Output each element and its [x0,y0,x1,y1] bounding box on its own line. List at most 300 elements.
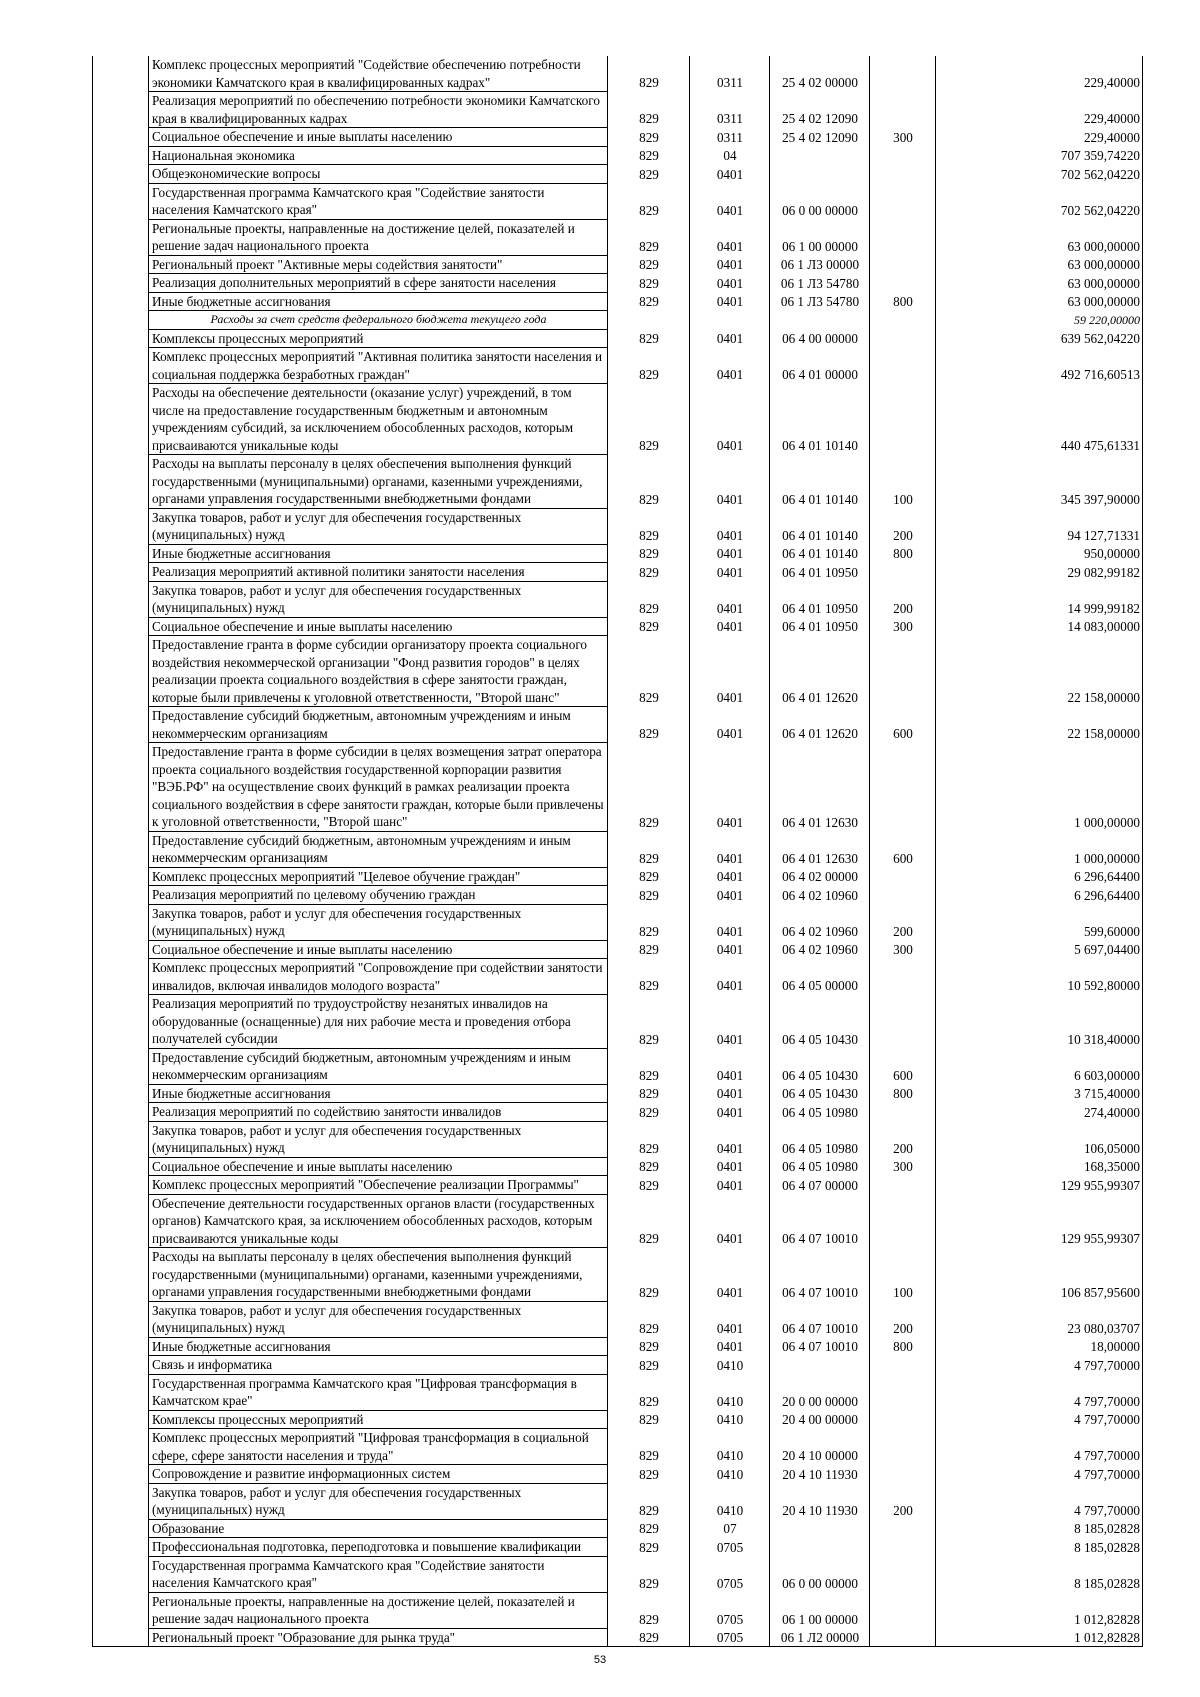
expense-type-cell: 600 [870,831,936,867]
grbs-code-cell: 829 [608,1592,690,1628]
expense-type-cell: 800 [870,1084,936,1103]
section-code-cell: 0401 [690,581,770,617]
target-article-cell: 06 4 01 10140 [770,384,870,455]
table-row [93,146,1143,165]
grbs-code-cell: 829 [608,255,690,274]
amount-cell: 106,05000 [936,1121,1143,1157]
expense-name-cell: Комплекс процессных мероприятий "Сопровождение при содействии занятости инвалидов, включая инвалидов молодого возраста" [149,959,608,995]
section-code-cell: 0401 [690,1048,770,1084]
amount-cell: 22 158,00000 [936,707,1143,743]
blank-cell [93,92,149,128]
grbs-code-cell: 829 [608,329,690,348]
target-article-cell: 06 4 01 12630 [770,743,870,832]
blank-cell [93,904,149,940]
amount-cell: 23 080,03707 [936,1301,1143,1337]
amount-cell: 4 797,70000 [936,1483,1143,1519]
expense-type-cell [870,563,936,582]
table-row [93,544,1143,563]
grbs-code-cell: 829 [608,743,690,832]
amount-cell: 229,40000 [936,92,1143,128]
expense-name-cell: Государственная программа Камчатского края "Цифровая трансформация в Камчатском крае" [149,1374,608,1410]
table-row [93,128,1143,147]
expense-name-cell: Предоставление субсидий бюджетным, автономным учреждениям и иным некоммерческим организациям [149,1048,608,1084]
table-row [93,384,1143,455]
target-article-cell: 06 1 Л3 54780 [770,274,870,293]
amount-cell: 106 857,95600 [936,1248,1143,1302]
expense-type-cell: 800 [870,292,936,311]
target-article-cell: 06 4 07 00000 [770,1176,870,1195]
table-body [93,56,1143,1647]
amount-cell: 274,40000 [936,1103,1143,1122]
target-article-cell: 06 4 01 00000 [770,348,870,384]
grbs-code-cell: 829 [608,1429,690,1465]
expense-type-cell: 200 [870,508,936,544]
section-code-cell: 0410 [690,1465,770,1484]
amount-cell: 63 000,00000 [936,274,1143,293]
blank-cell [93,329,149,348]
grbs-code-cell: 829 [608,1176,690,1195]
table-row [93,886,1143,905]
section-code-cell: 0705 [690,1628,770,1647]
expense-type-cell: 600 [870,1048,936,1084]
expense-type-cell [870,274,936,293]
target-article-cell [770,1538,870,1557]
section-code-cell: 0401 [690,1121,770,1157]
amount-cell: 4 797,70000 [936,1374,1143,1410]
expense-name-cell: Обеспечение деятельности государственных органов власти (государственных органов) Камчатского края, за исключением обособленных расходов, которым присваиваются уникальные коды [149,1194,608,1248]
grbs-code-cell: 829 [608,995,690,1049]
grbs-code-cell: 829 [608,1356,690,1375]
target-article-cell [770,311,870,330]
table-row [93,348,1143,384]
section-code-cell: 0401 [690,1103,770,1122]
table-row [93,183,1143,219]
blank-cell [93,995,149,1049]
blank-cell [93,617,149,636]
grbs-code-cell: 829 [608,384,690,455]
grbs-code-cell: 829 [608,183,690,219]
section-code-cell [690,311,770,330]
grbs-code-cell: 829 [608,1084,690,1103]
expense-name-cell: Комплекс процессных мероприятий "Целевое обучение граждан" [149,867,608,886]
expense-name-cell: Расходы на выплаты персоналу в целях обеспечения выполнения функций государственными (муниципальными) органами, казенными учреждениями, органами управления государственными внебюджетными фондами [149,455,608,509]
table-row [93,1538,1143,1557]
table-row [93,455,1143,509]
section-code-cell: 0705 [690,1592,770,1628]
grbs-code-cell: 829 [608,867,690,886]
amount-cell: 6 296,64400 [936,886,1143,905]
expense-name-cell: Реализация дополнительных мероприятий в сфере занятости населения [149,274,608,293]
table-row [93,1084,1143,1103]
target-article-cell: 20 0 00 00000 [770,1374,870,1410]
grbs-code-cell: 829 [608,636,690,707]
grbs-code-cell: 829 [608,886,690,905]
expense-name-cell: Реализация мероприятий активной политики занятости населения [149,563,608,582]
section-code-cell: 0401 [690,1194,770,1248]
expense-name-cell: Связь и информатика [149,1356,608,1375]
section-code-cell: 0401 [690,636,770,707]
table-row [93,707,1143,743]
section-code-cell: 0311 [690,92,770,128]
target-article-cell: 06 0 00 00000 [770,183,870,219]
expense-name-cell: Комплексы процессных мероприятий [149,329,608,348]
section-code-cell: 0401 [690,940,770,959]
table-row [93,1194,1143,1248]
amount-cell: 440 475,61331 [936,384,1143,455]
expense-name-cell: Закупка товаров, работ и услуг для обеспечения государственных (муниципальных) нужд [149,508,608,544]
amount-cell: 950,00000 [936,544,1143,563]
blank-cell [93,183,149,219]
expense-name-cell: Общеэкономические вопросы [149,165,608,184]
table-row [93,831,1143,867]
target-article-cell: 06 4 05 10980 [770,1103,870,1122]
expense-type-cell [870,255,936,274]
section-code-cell: 0401 [690,384,770,455]
blank-cell [93,831,149,867]
amount-cell: 6 296,64400 [936,867,1143,886]
expense-name-cell: Комплексы процессных мероприятий [149,1410,608,1429]
blank-cell [93,146,149,165]
grbs-code-cell [608,311,690,330]
expense-type-cell: 200 [870,1121,936,1157]
target-article-cell: 06 4 07 10010 [770,1194,870,1248]
expense-type-cell: 300 [870,128,936,147]
section-code-cell: 0705 [690,1538,770,1557]
amount-cell: 8 185,02828 [936,1519,1143,1538]
expense-name-cell: Закупка товаров, работ и услуг для обеспечения государственных (муниципальных) нужд [149,1301,608,1337]
section-code-cell: 0401 [690,219,770,255]
blank-cell [93,1483,149,1519]
target-article-cell: 06 4 05 00000 [770,959,870,995]
grbs-code-cell: 829 [608,544,690,563]
grbs-code-cell: 829 [608,1194,690,1248]
expense-name-cell: Иные бюджетные ассигнования [149,292,608,311]
section-code-cell: 0401 [690,1337,770,1356]
target-article-cell: 06 4 05 10430 [770,995,870,1049]
grbs-code-cell: 829 [608,1374,690,1410]
grbs-code-cell: 829 [608,617,690,636]
blank-cell [93,455,149,509]
table-row [93,1157,1143,1176]
amount-cell: 4 797,70000 [936,1410,1143,1429]
blank-cell [93,1157,149,1176]
expense-type-cell: 200 [870,1301,936,1337]
expense-name-cell: Социальное обеспечение и иные выплаты населению [149,940,608,959]
target-article-cell: 06 1 Л3 54780 [770,292,870,311]
expense-name-cell: Комплекс процессных мероприятий "Обеспечение реализации Программы" [149,1176,608,1195]
blank-cell [93,1301,149,1337]
table-row [93,581,1143,617]
blank-cell [93,743,149,832]
target-article-cell: 25 4 02 12090 [770,128,870,147]
amount-cell: 129 955,99307 [936,1194,1143,1248]
table-row [93,867,1143,886]
amount-cell: 8 185,02828 [936,1556,1143,1592]
target-article-cell: 06 4 01 10950 [770,617,870,636]
table-row [93,995,1143,1049]
section-code-cell: 0401 [690,274,770,293]
blank-cell [93,1121,149,1157]
expense-name-cell: Иные бюджетные ассигнования [149,1084,608,1103]
section-code-cell: 0401 [690,1248,770,1302]
grbs-code-cell: 829 [608,455,690,509]
expense-name-cell: Реализация мероприятий по целевому обучению граждан [149,886,608,905]
amount-cell: 3 715,40000 [936,1084,1143,1103]
expense-type-cell [870,1429,936,1465]
expense-type-cell: 600 [870,707,936,743]
grbs-code-cell: 829 [608,707,690,743]
table-row [93,1121,1143,1157]
blank-cell [93,384,149,455]
amount-cell: 492 716,60513 [936,348,1143,384]
section-code-cell: 0401 [690,544,770,563]
blank-cell [93,867,149,886]
expense-name-cell: Региональные проекты, направленные на достижение целей, показателей и решение задач национального проекта [149,1592,608,1628]
section-code-cell: 04 [690,146,770,165]
section-code-cell: 0401 [690,959,770,995]
section-code-cell: 0401 [690,707,770,743]
expense-type-cell [870,743,936,832]
section-code-cell: 0401 [690,165,770,184]
amount-cell: 702 562,04220 [936,165,1143,184]
target-article-cell: 06 4 05 10980 [770,1121,870,1157]
section-code-cell: 0705 [690,1556,770,1592]
expense-type-cell [870,1556,936,1592]
section-code-cell: 0401 [690,329,770,348]
blank-cell [93,1374,149,1410]
expense-name-cell: Региональные проекты, направленные на достижение целей, показателей и решение задач национального проекта [149,219,608,255]
target-article-cell: 20 4 10 11930 [770,1465,870,1484]
table-row [93,255,1143,274]
amount-cell: 8 185,02828 [936,1538,1143,1557]
grbs-code-cell: 829 [608,1337,690,1356]
target-article-cell [770,165,870,184]
grbs-code-cell: 829 [608,959,690,995]
blank-cell [93,1465,149,1484]
expense-type-cell: 300 [870,1157,936,1176]
expense-name-cell: Социальное обеспечение и иные выплаты населению [149,617,608,636]
grbs-code-cell: 829 [608,92,690,128]
section-code-cell: 0401 [690,455,770,509]
table-row [93,1103,1143,1122]
amount-cell: 18,00000 [936,1337,1143,1356]
expense-type-cell: 200 [870,581,936,617]
expense-type-cell [870,867,936,886]
blank-cell [93,1048,149,1084]
grbs-code-cell: 829 [608,219,690,255]
amount-cell: 707 359,74220 [936,146,1143,165]
expense-name-cell: Социальное обеспечение и иные выплаты населению [149,1157,608,1176]
expense-type-cell: 100 [870,1248,936,1302]
grbs-code-cell: 829 [608,348,690,384]
grbs-code-cell: 829 [608,56,690,92]
amount-cell: 29 082,99182 [936,563,1143,582]
amount-cell: 639 562,04220 [936,329,1143,348]
expense-type-cell [870,348,936,384]
section-code-cell: 0410 [690,1429,770,1465]
section-code-cell: 0401 [690,995,770,1049]
amount-cell: 5 697,04400 [936,940,1143,959]
expense-name-cell: Закупка товаров, работ и услуг для обеспечения государственных (муниципальных) нужд [149,581,608,617]
amount-cell: 6 603,00000 [936,1048,1143,1084]
section-code-cell: 0410 [690,1483,770,1519]
table-row [93,743,1143,832]
expense-name-cell: Образование [149,1519,608,1538]
section-code-cell: 0401 [690,1301,770,1337]
expense-name-cell: Предоставление субсидий бюджетным, автономным учреждениям и иным некоммерческим организациям [149,831,608,867]
target-article-cell: 06 4 01 10140 [770,455,870,509]
target-article-cell: 06 4 05 10430 [770,1084,870,1103]
expense-name-cell: Сопровождение и развитие информационных систем [149,1465,608,1484]
section-code-cell: 0410 [690,1374,770,1410]
target-article-cell: 06 1 Л3 00000 [770,255,870,274]
table-row [93,1465,1143,1484]
target-article-cell: 06 4 01 12620 [770,707,870,743]
expense-name-cell: Реализация мероприятий по содействию занятости инвалидов [149,1103,608,1122]
table-row [93,274,1143,293]
table-row [93,311,1143,330]
grbs-code-cell: 829 [608,904,690,940]
expense-name-cell: Региональный проект "Активные меры содействия занятости" [149,255,608,274]
section-code-cell: 0401 [690,886,770,905]
amount-cell: 22 158,00000 [936,636,1143,707]
blank-cell [93,219,149,255]
grbs-code-cell: 829 [608,1628,690,1647]
expense-type-cell [870,1356,936,1375]
expense-type-cell [870,311,936,330]
expense-type-cell [870,995,936,1049]
amount-cell: 702 562,04220 [936,183,1143,219]
expense-type-cell: 800 [870,544,936,563]
target-article-cell: 06 4 02 10960 [770,886,870,905]
expense-type-cell [870,1176,936,1195]
blank-cell [93,165,149,184]
expense-type-cell [870,329,936,348]
table-row [93,1374,1143,1410]
section-code-cell: 0401 [690,348,770,384]
grbs-code-cell: 829 [608,292,690,311]
target-article-cell: 06 4 02 10960 [770,904,870,940]
target-article-cell: 06 1 Л2 00000 [770,1628,870,1647]
table-row [93,1176,1143,1195]
table-row [93,959,1143,995]
blank-cell [93,1556,149,1592]
expense-name-cell: Закупка товаров, работ и услуг для обеспечения государственных (муниципальных) нужд [149,1121,608,1157]
target-article-cell: 06 4 01 10140 [770,508,870,544]
target-article-cell: 20 4 10 00000 [770,1429,870,1465]
blank-cell [93,636,149,707]
amount-cell: 63 000,00000 [936,219,1143,255]
target-article-cell [770,146,870,165]
amount-cell: 4 797,70000 [936,1465,1143,1484]
expense-name-cell: Закупка товаров, работ и услуг для обеспечения государственных (муниципальных) нужд [149,1483,608,1519]
section-code-cell: 0401 [690,831,770,867]
table-row [93,329,1143,348]
target-article-cell [770,1356,870,1375]
blank-cell [93,1538,149,1557]
amount-cell: 1 012,82828 [936,1628,1143,1647]
expense-type-cell [870,146,936,165]
table-row [93,165,1143,184]
table-row [93,508,1143,544]
section-code-cell: 0401 [690,563,770,582]
amount-cell: 168,35000 [936,1157,1143,1176]
amount-cell: 1 012,82828 [936,1592,1143,1628]
blank-cell [93,1429,149,1465]
section-code-cell: 0401 [690,1084,770,1103]
expense-type-cell [870,1103,936,1122]
blank-cell [93,1628,149,1647]
grbs-code-cell: 829 [608,165,690,184]
blank-cell [93,508,149,544]
expense-name-cell: Расходы за счет средств федерального бюджета текущего года [149,311,608,330]
expense-name-cell: Расходы на обеспечение деятельности (оказание услуг) учреждений, в том числе на предоставление государственным бюджетным и автономным учреждениям субсидий, за исключением обособленных расходов, которым присваиваются уникальные коды [149,384,608,455]
amount-cell: 229,40000 [936,56,1143,92]
expense-type-cell: 300 [870,940,936,959]
blank-cell [93,1337,149,1356]
expense-type-cell [870,886,936,905]
section-code-cell: 0401 [690,183,770,219]
expense-name-cell: Иные бюджетные ассигнования [149,544,608,563]
grbs-code-cell: 829 [608,1103,690,1122]
table-row [93,56,1143,92]
expense-type-cell [870,1194,936,1248]
amount-cell: 63 000,00000 [936,292,1143,311]
amount-cell: 345 397,90000 [936,455,1143,509]
grbs-code-cell: 829 [608,940,690,959]
section-code-cell: 0401 [690,904,770,940]
blank-cell [93,1194,149,1248]
expense-name-cell: Комплекс процессных мероприятий "Содействие обеспечению потребности экономики Камчатского края в квалифицированных кадрах" [149,56,608,92]
blank-cell [93,255,149,274]
target-article-cell: 06 4 07 10010 [770,1248,870,1302]
grbs-code-cell: 829 [608,1538,690,1557]
blank-cell [93,959,149,995]
target-article-cell: 06 1 00 00000 [770,1592,870,1628]
expense-name-cell: Государственная программа Камчатского края "Содействие занятости населения Камчатского края" [149,1556,608,1592]
table-row [93,219,1143,255]
table-row [93,1048,1143,1084]
grbs-code-cell: 829 [608,508,690,544]
expense-name-cell: Иные бюджетные ассигнования [149,1337,608,1356]
grbs-code-cell: 829 [608,274,690,293]
blank-cell [93,707,149,743]
amount-cell: 1 000,00000 [936,831,1143,867]
section-code-cell: 0401 [690,508,770,544]
blank-cell [93,348,149,384]
section-code-cell: 0311 [690,128,770,147]
blank-cell [93,311,149,330]
amount-cell: 14 083,00000 [936,617,1143,636]
expense-type-cell [870,183,936,219]
table-row [93,1248,1143,1302]
target-article-cell: 06 4 05 10980 [770,1157,870,1176]
target-article-cell: 06 4 02 00000 [770,867,870,886]
blank-cell [93,886,149,905]
grbs-code-cell: 829 [608,563,690,582]
target-article-cell: 06 0 00 00000 [770,1556,870,1592]
table-row [93,904,1143,940]
blank-cell [93,1356,149,1375]
table-row [93,636,1143,707]
target-article-cell: 06 4 07 10010 [770,1301,870,1337]
expense-name-cell: Национальная экономика [149,146,608,165]
table-row [93,1483,1143,1519]
grbs-code-cell: 829 [608,1519,690,1538]
section-code-cell: 0401 [690,292,770,311]
expense-type-cell [870,1410,936,1429]
amount-cell: 229,40000 [936,128,1143,147]
